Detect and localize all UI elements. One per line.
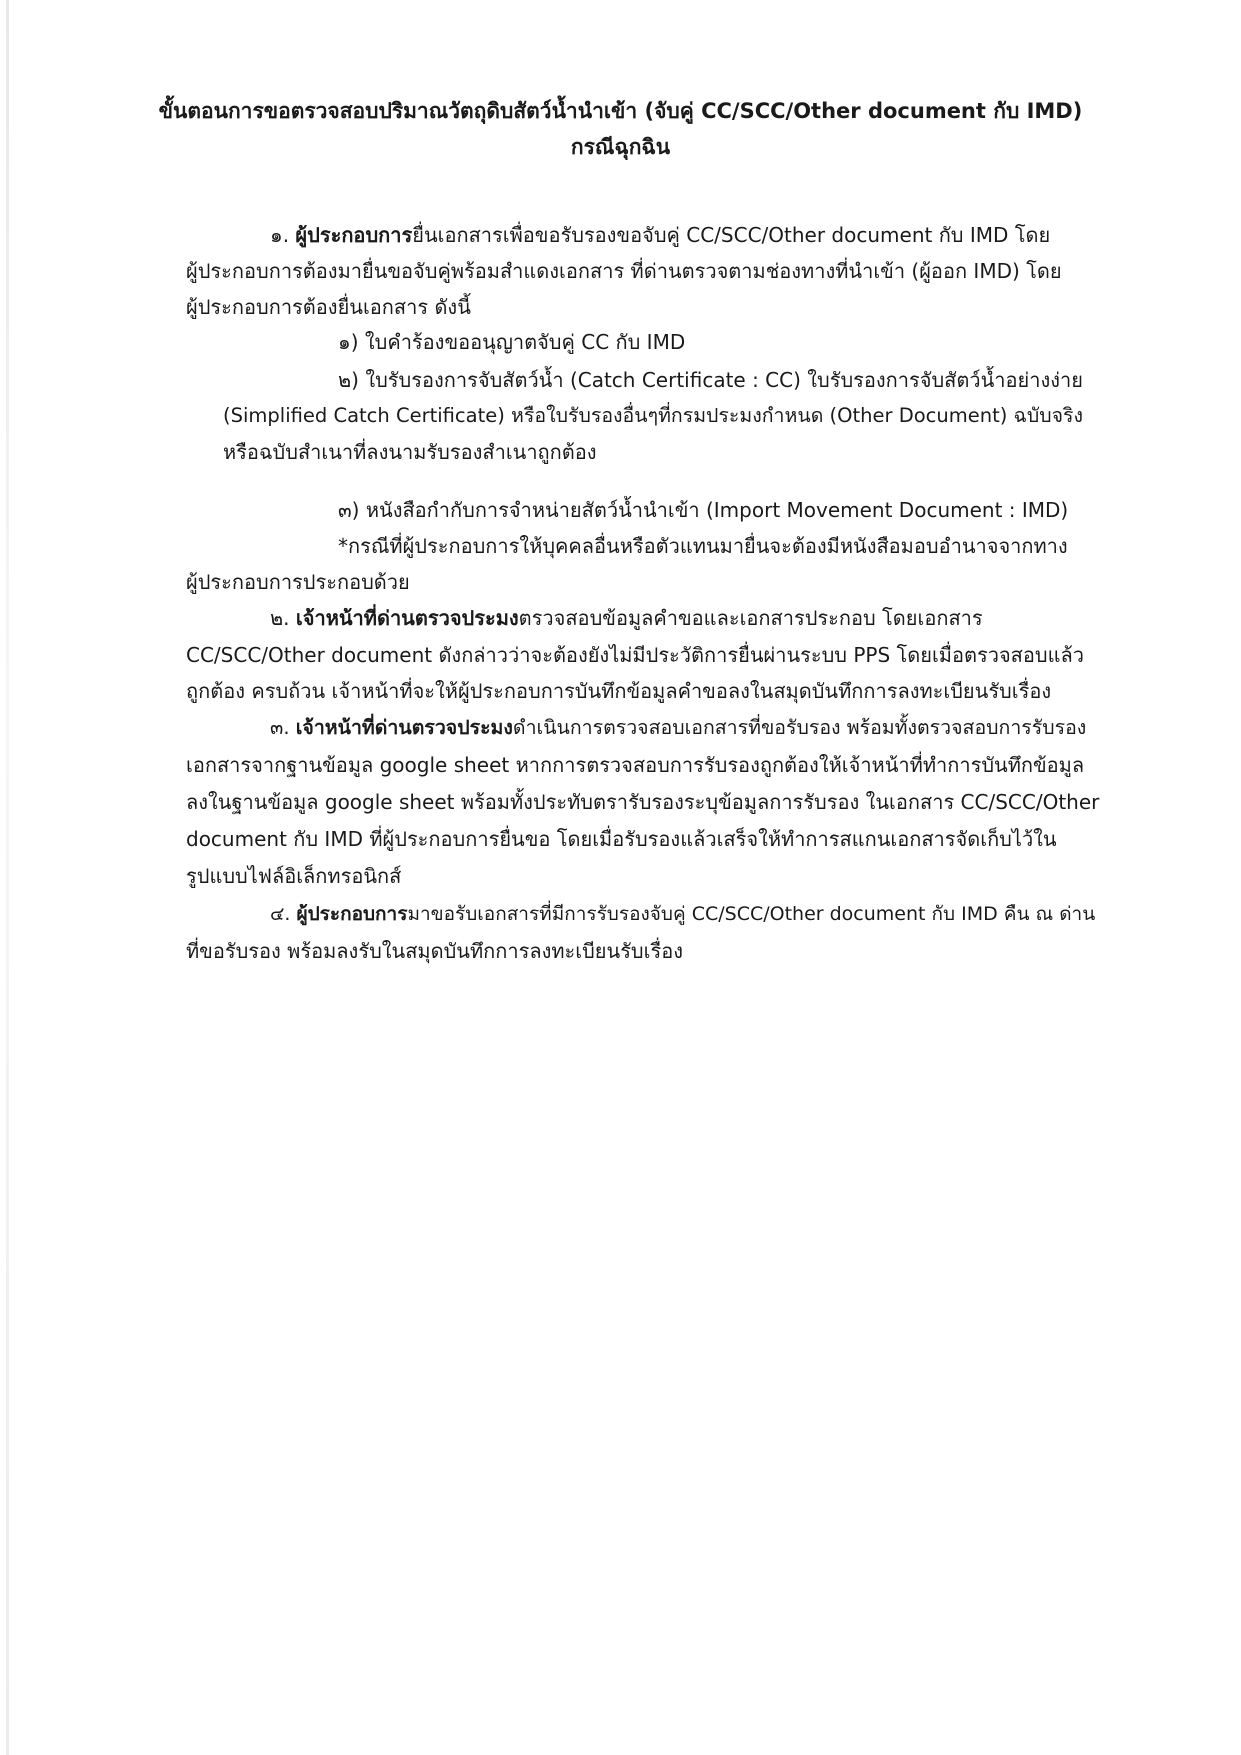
section1-actor: ผู้ประกอบการ bbox=[295, 223, 413, 247]
section1-item2-line1: ๒) ใบรับรองการจับสัตว์น้ำ (Catch Certificate : CC) ใบรับรองการจับสัตว์น้ำอย่างง่าย bbox=[338, 368, 1083, 392]
section1-line1 bbox=[270, 219, 1050, 251]
document-title-line1: ขั้นตอนการขอตรวจสอบปริมาณวัตถุดิบสัตว์น้ำนำเข้า (จับคู่ CC/SCC/Other document กับ IMD) bbox=[158, 99, 1083, 123]
section2-line2: CC/SCC/Other document ดังกล่าวว่าจะต้องยังไม่มีประวัติการยื่นผ่านระบบ PPS โดยเมื่อตรวจสอบแล้ว bbox=[186, 643, 1084, 667]
section1-note-line1: *กรณีที่ผู้ประกอบการให้บุคคลอื่นหรือตัวแทนมายื่นจะต้องมีหนังสือมอบอำนาจจากทาง bbox=[338, 534, 1068, 558]
section1-item3: ๓) หนังสือกำกับการจำหน่ายสัตว์น้ำนำเข้า (Import Movement Document : IMD) bbox=[338, 498, 1069, 522]
section4-line1-text: มาขอรับเอกสารที่มีการรับรองจับคู่ CC/SCC/Other document กับ IMD คืน ณ ด่าน bbox=[407, 903, 1096, 925]
section1-line3: ผู้ประกอบการต้องยื่นเอกสาร ดังนี้ bbox=[186, 295, 471, 319]
section1-line1-text: ยื่นเอกสารเพื่อขอรับรองขอจับคู่ CC/SCC/Other document กับ IMD โดย bbox=[412, 223, 1051, 247]
section1-item2-line2: (Simplified Catch Certificate) หรือใบรับรองอื่นๆที่กรมประมงกำหนด (Other Document) ฉบับจริง bbox=[223, 404, 1084, 427]
section3-number: ๓. bbox=[270, 716, 296, 739]
section1-line2: ผู้ประกอบการต้องมายื่นขอจับคู่พร้อมสำแดงเอกสาร ที่ด่านตรวจตามช่องทางที่นำเข้า (ผู้ออก IMD) โดย bbox=[186, 259, 1062, 283]
section2-line1 bbox=[270, 602, 983, 634]
section3-line4: document กับ IMD ที่ผู้ประกอบการยื่นขอ โดยเมื่อรับรองแล้วเสร็จให้ทำการสแกนเอกสารจัดเก็บไว้ใน bbox=[186, 827, 1057, 851]
section3-actor: เจ้าหน้าที่ด่านตรวจประมง bbox=[295, 716, 513, 739]
document-title-line2: กรณีฉุกฉิน bbox=[570, 135, 671, 159]
scan-edge-shadow bbox=[6, 0, 9, 1755]
section2-line1-text: ตรวจสอบข้อมูลคำขอและเอกสารประกอบ โดยเอกสาร bbox=[518, 606, 983, 630]
section3-line5: รูปแบบไฟล์อิเล็กทรอนิกส์ bbox=[186, 864, 402, 888]
section2-number: ๒. bbox=[270, 606, 296, 630]
section4-line1 bbox=[270, 898, 1095, 930]
section1-item1: ๑) ใบคำร้องขออนุญาตจับคู่ CC กับ IMD bbox=[338, 330, 686, 354]
section1-note-line2: ผู้ประกอบการประกอบด้วย bbox=[186, 570, 410, 594]
section1-item2-line3: หรือฉบับสำเนาที่ลงนามรับรองสำเนาถูกต้อง bbox=[223, 440, 597, 464]
section4-number: ๔. bbox=[270, 903, 297, 925]
section4-actor: ผู้ประกอบการ bbox=[296, 903, 408, 925]
section3-line1-text: ดำเนินการตรวจสอบเอกสารที่ขอรับรอง พร้อมทั้งตรวจสอบการรับรอง bbox=[512, 716, 1087, 739]
section3-line3: ลงในฐานข้อมูล google sheet พร้อมทั้งประทับตรารับรองระบุข้อมูลการรับรอง ในเอกสาร CC/SCC/Other bbox=[186, 790, 1100, 814]
section2-actor: เจ้าหน้าที่ด่านตรวจประมง bbox=[295, 606, 519, 630]
section1-number: ๑. bbox=[270, 223, 296, 247]
section3-line1 bbox=[270, 712, 1086, 744]
section2-line3: ถูกต้อง ครบถ้วน เจ้าหน้าที่จะให้ผู้ประกอบการบันทึกข้อมูลคำขอลงในสมุดบันทึกการลงทะเบียนรับเรื่อง bbox=[186, 679, 1052, 703]
section3-line2: เอกสารจากฐานข้อมูล google sheet หากการตรวจสอบการรับรองถูกต้องให้เจ้าหน้าที่ทำการบันทึกข้อมูล bbox=[186, 753, 1085, 777]
section4-line2: ที่ขอรับรอง พร้อมลงรับในสมุดบันทึกการลงทะเบียนรับเรื่อง bbox=[186, 939, 683, 963]
